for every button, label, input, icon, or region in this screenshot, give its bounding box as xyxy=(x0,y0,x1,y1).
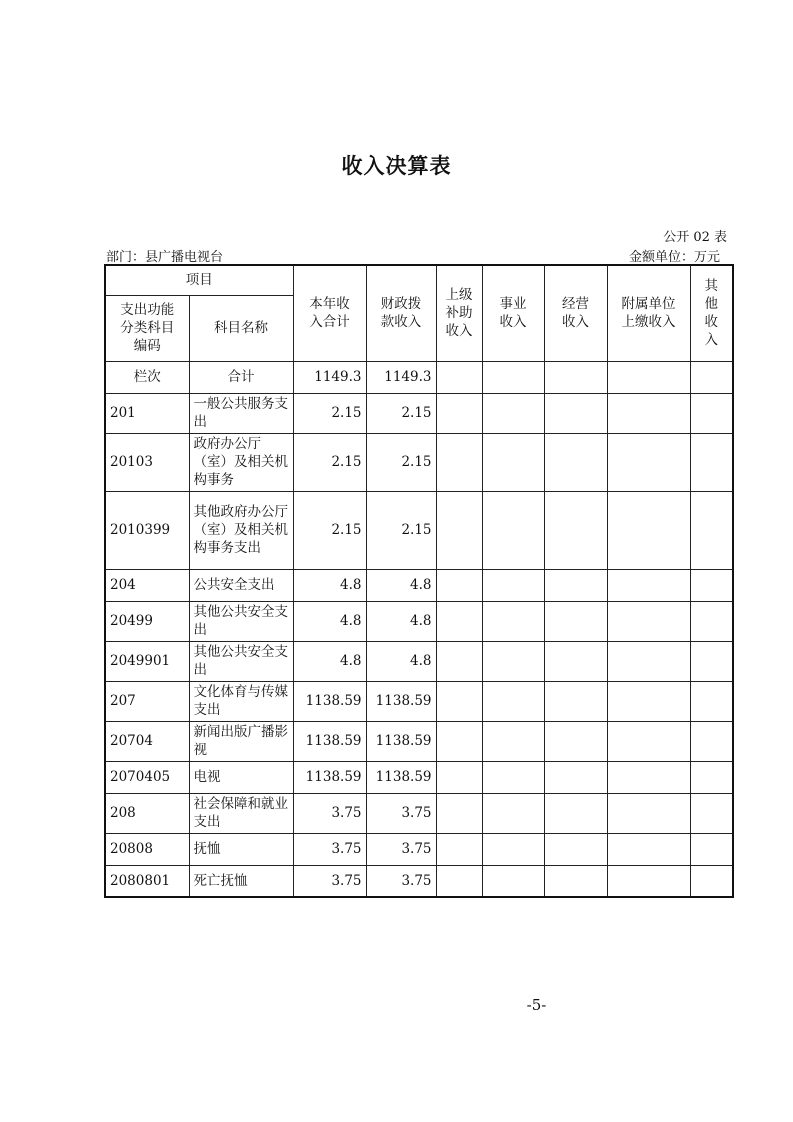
row-code: 2010399 xyxy=(105,491,189,569)
row-name: 文化体育与传媒支出 xyxy=(189,681,293,721)
empty-cell xyxy=(690,433,733,491)
column-number-label: 栏次 xyxy=(105,361,189,393)
empty-cell xyxy=(690,569,733,601)
empty-cell xyxy=(544,569,607,601)
grand-total-income: 1149.3 xyxy=(293,361,366,393)
empty-cell xyxy=(436,793,482,833)
header-name: 科目名称 xyxy=(189,295,293,361)
header-business: 事业收入 xyxy=(482,265,544,361)
empty-cell xyxy=(690,865,733,897)
empty-cell xyxy=(607,681,690,721)
row-name: 其他政府办公厅（室）及相关机构事务支出 xyxy=(189,491,293,569)
empty-cell xyxy=(436,641,482,681)
row-fiscal-income: 3.75 xyxy=(366,865,436,897)
empty-cell xyxy=(607,433,690,491)
row-fiscal-income: 4.8 xyxy=(366,601,436,641)
empty-cell xyxy=(436,721,482,761)
row-name: 电视 xyxy=(189,761,293,793)
empty-cell xyxy=(482,761,544,793)
row-fiscal-income: 2.15 xyxy=(366,433,436,491)
header-code: 支出功能分类科目编码 xyxy=(105,295,189,361)
empty-cell xyxy=(436,569,482,601)
row-name: 一般公共服务支出 xyxy=(189,393,293,433)
row-fiscal-income: 2.15 xyxy=(366,393,436,433)
empty-cell xyxy=(544,491,607,569)
empty-cell xyxy=(436,393,482,433)
table-row xyxy=(105,761,733,793)
header-total: 本年收入合计 xyxy=(293,265,366,361)
row-code: 20704 xyxy=(105,721,189,761)
empty-cell xyxy=(544,393,607,433)
empty-cell xyxy=(544,681,607,721)
row-name: 其他公共安全支出 xyxy=(189,641,293,681)
empty-cell xyxy=(482,721,544,761)
empty-cell xyxy=(544,833,607,865)
row-fiscal-income: 3.75 xyxy=(366,833,436,865)
empty-cell xyxy=(482,393,544,433)
row-name: 新闻出版广播影视 xyxy=(189,721,293,761)
empty-cell xyxy=(607,393,690,433)
empty-cell xyxy=(482,569,544,601)
row-code: 207 xyxy=(105,681,189,721)
empty-cell xyxy=(544,721,607,761)
header-fiscal: 财政拨款收入 xyxy=(366,265,436,361)
row-total-income: 3.75 xyxy=(293,865,366,897)
row-fiscal-income: 1138.59 xyxy=(366,681,436,721)
row-total-income: 4.8 xyxy=(293,569,366,601)
row-total-income: 3.75 xyxy=(293,833,366,865)
table-row xyxy=(105,601,733,641)
grand-total-fiscal: 1149.3 xyxy=(366,361,436,393)
row-code: 201 xyxy=(105,393,189,433)
row-fiscal-income: 2.15 xyxy=(366,491,436,569)
header-affiliated: 附属单位上缴收入 xyxy=(607,265,690,361)
amount-unit-label: 金额单位：万元 xyxy=(628,250,720,265)
empty-cell xyxy=(690,491,733,569)
table-row xyxy=(105,793,733,833)
empty-cell xyxy=(690,793,733,833)
empty-cell xyxy=(690,721,733,761)
empty-cell xyxy=(544,601,607,641)
table-row xyxy=(105,569,733,601)
header-other: 其他收入 xyxy=(690,265,733,361)
row-total-income: 2.15 xyxy=(293,433,366,491)
empty-cell xyxy=(482,793,544,833)
empty-cell xyxy=(544,761,607,793)
table-row xyxy=(105,491,733,569)
empty-cell xyxy=(436,433,482,491)
empty-cell xyxy=(690,761,733,793)
empty-cell xyxy=(607,569,690,601)
row-total-income: 1138.59 xyxy=(293,681,366,721)
empty-cell xyxy=(607,793,690,833)
empty-cell xyxy=(436,761,482,793)
empty-cell xyxy=(607,721,690,761)
empty-cell xyxy=(482,433,544,491)
empty-cell xyxy=(482,833,544,865)
row-code: 208 xyxy=(105,793,189,833)
empty-cell xyxy=(607,601,690,641)
row-name: 政府办公厅（室）及相关机构事务 xyxy=(189,433,293,491)
empty-cell xyxy=(544,641,607,681)
table-row xyxy=(105,833,733,865)
empty-cell xyxy=(544,865,607,897)
row-code: 20499 xyxy=(105,601,189,641)
empty-cell xyxy=(482,641,544,681)
row-code: 204 xyxy=(105,569,189,601)
row-code: 2080801 xyxy=(105,865,189,897)
row-name: 死亡抚恤 xyxy=(189,865,293,897)
header-item: 项目 xyxy=(105,265,293,295)
empty-cell xyxy=(482,681,544,721)
row-name: 公共安全支出 xyxy=(189,569,293,601)
empty-cell xyxy=(436,601,482,641)
empty-cell xyxy=(436,491,482,569)
row-total-income: 1138.59 xyxy=(293,761,366,793)
grand-total-label: 合计 xyxy=(189,361,293,393)
empty-cell xyxy=(436,865,482,897)
empty-cell xyxy=(690,833,733,865)
header-operating: 经营收入 xyxy=(544,265,607,361)
empty-cell xyxy=(482,865,544,897)
row-total-income: 2.15 xyxy=(293,491,366,569)
empty-cell xyxy=(690,641,733,681)
row-total-income: 2.15 xyxy=(293,393,366,433)
row-code: 2049901 xyxy=(105,641,189,681)
empty-cell xyxy=(607,833,690,865)
row-fiscal-income: 4.8 xyxy=(366,641,436,681)
empty-cell xyxy=(607,491,690,569)
column-number-row xyxy=(105,361,733,393)
table-row xyxy=(105,393,733,433)
empty-cell xyxy=(436,833,482,865)
form-number: 公开 02 表 xyxy=(663,230,727,245)
empty-cell xyxy=(482,491,544,569)
empty-cell xyxy=(607,865,690,897)
table-row xyxy=(105,721,733,761)
table-row xyxy=(105,433,733,491)
row-code: 20808 xyxy=(105,833,189,865)
page-title: 收入决算表 xyxy=(341,154,452,178)
income-table xyxy=(104,264,734,898)
row-total-income: 4.8 xyxy=(293,641,366,681)
table-row xyxy=(105,641,733,681)
page-number: -5- xyxy=(526,996,547,1014)
empty-cell xyxy=(690,393,733,433)
table-row xyxy=(105,865,733,897)
row-name: 其他公共安全支出 xyxy=(189,601,293,641)
empty-cell xyxy=(544,793,607,833)
empty-cell xyxy=(690,601,733,641)
empty-cell xyxy=(607,641,690,681)
row-code: 2070405 xyxy=(105,761,189,793)
row-total-income: 1138.59 xyxy=(293,721,366,761)
empty-cell xyxy=(607,761,690,793)
row-code: 20103 xyxy=(105,433,189,491)
header-superior: 上级补助收入 xyxy=(436,265,482,361)
empty-cell xyxy=(690,681,733,721)
row-fiscal-income: 3.75 xyxy=(366,793,436,833)
row-name: 社会保障和就业支出 xyxy=(189,793,293,833)
empty-cell xyxy=(544,433,607,491)
department-label: 部门：县广播电视台 xyxy=(106,250,224,265)
row-total-income: 3.75 xyxy=(293,793,366,833)
row-fiscal-income: 1138.59 xyxy=(366,721,436,761)
row-fiscal-income: 1138.59 xyxy=(366,761,436,793)
empty-cell xyxy=(436,681,482,721)
table-row xyxy=(105,681,733,721)
row-total-income: 4.8 xyxy=(293,601,366,641)
row-name: 抚恤 xyxy=(189,833,293,865)
empty-cell xyxy=(482,601,544,641)
row-fiscal-income: 4.8 xyxy=(366,569,436,601)
